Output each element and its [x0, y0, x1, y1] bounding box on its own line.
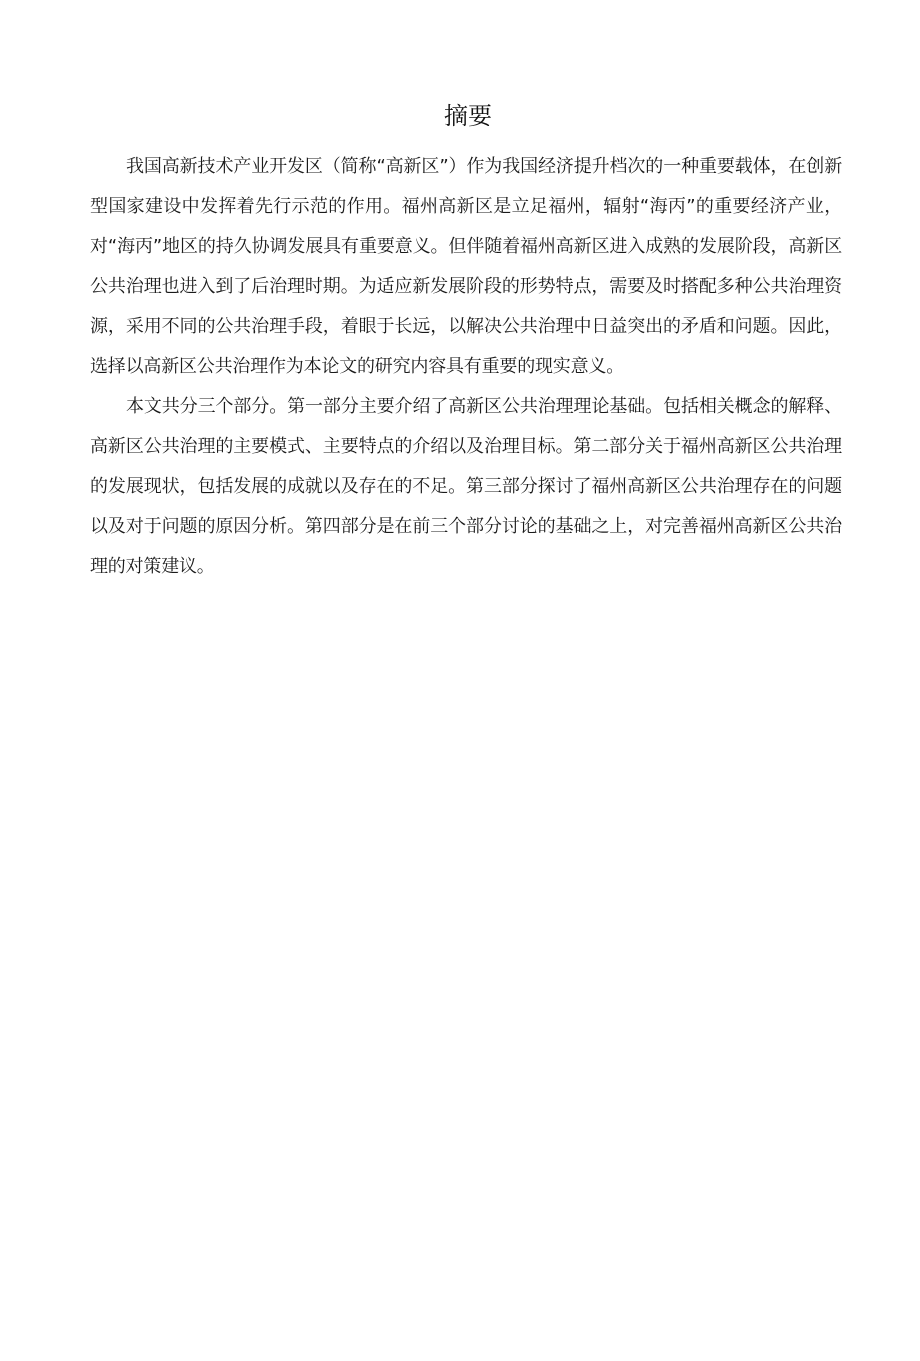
abstract-paragraph-2: 本文共分三个部分。第一部分主要介绍了高新区公共治理理论基础。包括相关概念的解释、高新区公共治理的主要模式、主要特点的介绍以及治理目标。第二部分关于福州高新区公共治理的发展现状，包括发展的成就以及存在的不足。第三部分探讨了福州高新区公共治理存在的问题以及对于问题的原因分析。第四部分是在前三个部分讨论的基础之上，对完善福州高新区公共治理的对策建议。 [90, 396, 842, 577]
abstract-body [90, 147, 842, 587]
abstract-paragraph-1: 我国高新技术产业开发区（简称“高新区”）作为我国经济提升档次的一种重要载体，在创新型国家建设中发挥着先行示范的作用。福州高新区是立足福州，辐射“海丙”的重要经济产业，对“海丙”地区的持久协调发展具有重要意义。但伴随着福州高新区进入成熟的发展阶段，高新区公共治理也进入到了后治理时期。为适应新发展阶段的形势特点，需要及时搭配多种公共治理资源，采用不同的公共治理手段，着眼于长远，以解决公共治理中日益突出的矛盾和问题。因此，选择以高新区公共治理作为本论文的研究内容具有重要的现实意义。 [90, 156, 842, 377]
abstract-title: 摘要 [444, 102, 492, 130]
